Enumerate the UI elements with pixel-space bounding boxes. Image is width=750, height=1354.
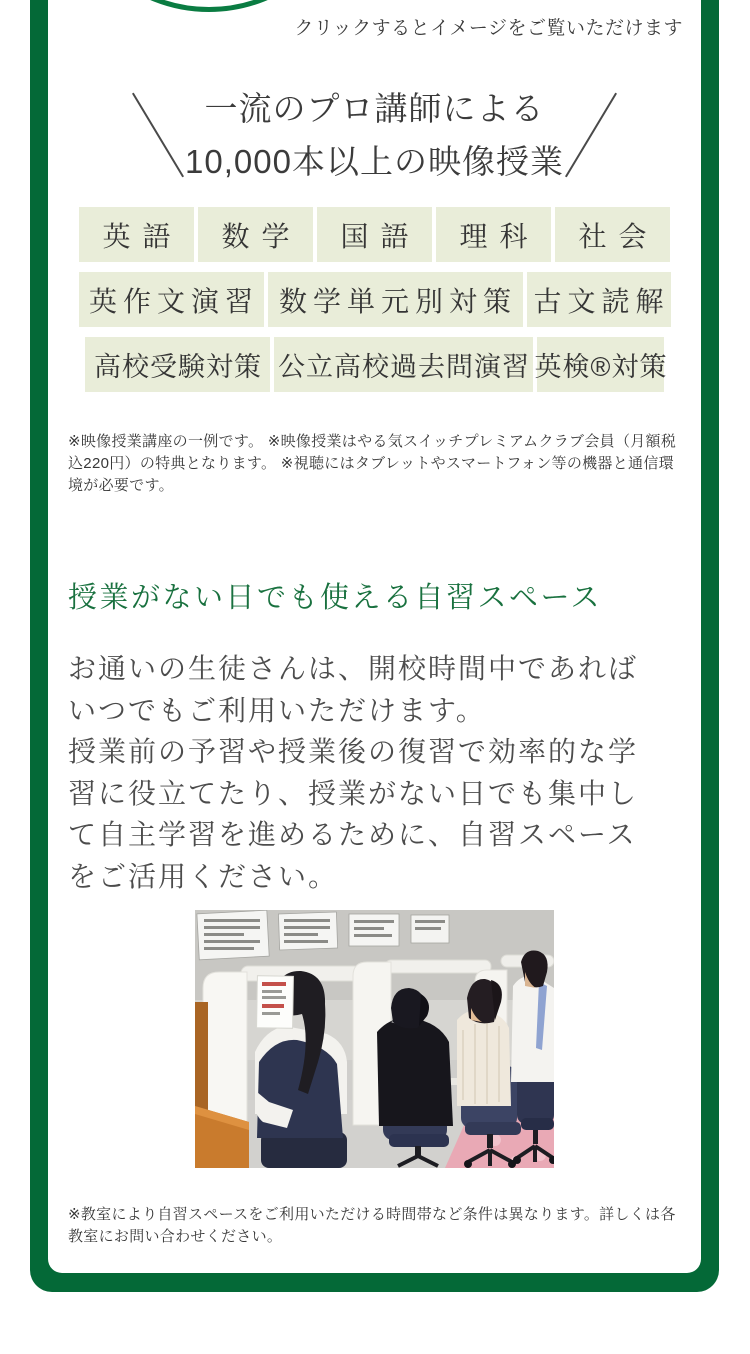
study-space-paragraph [68, 648, 664, 897]
video-heading-line1: 一流のプロ講師による [204, 90, 545, 127]
subject-tag-row-2 [48, 272, 701, 327]
logo-circle-arc-icon [59, 0, 359, 12]
video-lessons-heading-text [185, 82, 564, 188]
slash-right-icon [565, 92, 617, 177]
content-card [48, 0, 701, 1273]
subject-tag-english: 英語 [79, 207, 194, 262]
study-space-note: ※教室により自習スペースをご利用いただける時間帯など条件は異なります。詳しくは各教室にお問い合わせください。 [68, 1206, 676, 1245]
study-space-photo-illustration [195, 910, 554, 1168]
subject-tag-science: 理科 [436, 207, 551, 262]
subject-tag-social: 社会 [555, 207, 670, 262]
subject-tags [48, 207, 701, 402]
subject-tag-japanese: 国語 [317, 207, 432, 262]
subject-tag-row-1 [48, 207, 701, 262]
subject-tag-eiken: 英検®対策 [537, 337, 664, 392]
study-space-photo[interactable] [195, 910, 554, 1168]
video-lessons-heading [48, 82, 701, 188]
study-paragraph-part1: お通いの生徒さんは、開校時間中であればいつでもご利用いただけます。 [68, 653, 639, 726]
study-space-heading: 授業がない日でも使える自習スペース [68, 582, 603, 614]
subject-tag-math: 数学 [198, 207, 313, 262]
subject-tag-past-exams: 公立高校過去問演習 [274, 337, 533, 392]
subject-tag-highschool-exam: 高校受験対策 [85, 337, 270, 392]
image-click-note: クリックするとイメージをご覧いただけます [294, 18, 683, 39]
subject-tag-row-3 [48, 337, 701, 392]
slash-left-icon [132, 92, 184, 177]
video-lessons-note: ※映像授業講座の一例です。 ※映像授業はやる気スイッチプレミアムクラブ会員（月額税込220円）の特典となります。 ※視聴にはタブレットやスマートフォン等の機器と通信環境が必要です。 [68, 433, 677, 494]
subject-tag-classics: 古文読解 [527, 272, 671, 327]
subject-tag-english-composition: 英作文演習 [79, 272, 264, 327]
study-paragraph-part2: 授業前の予習や授業後の復習で効率的な学習に役立てたり、授業がない日でも集中して自主学習を進めるために、自習スペースをご活用ください。 [68, 736, 639, 892]
subject-tag-math-units: 数学単元別対策 [268, 272, 523, 327]
video-heading-line2: 10,000本以上の映像授業 [185, 143, 564, 180]
